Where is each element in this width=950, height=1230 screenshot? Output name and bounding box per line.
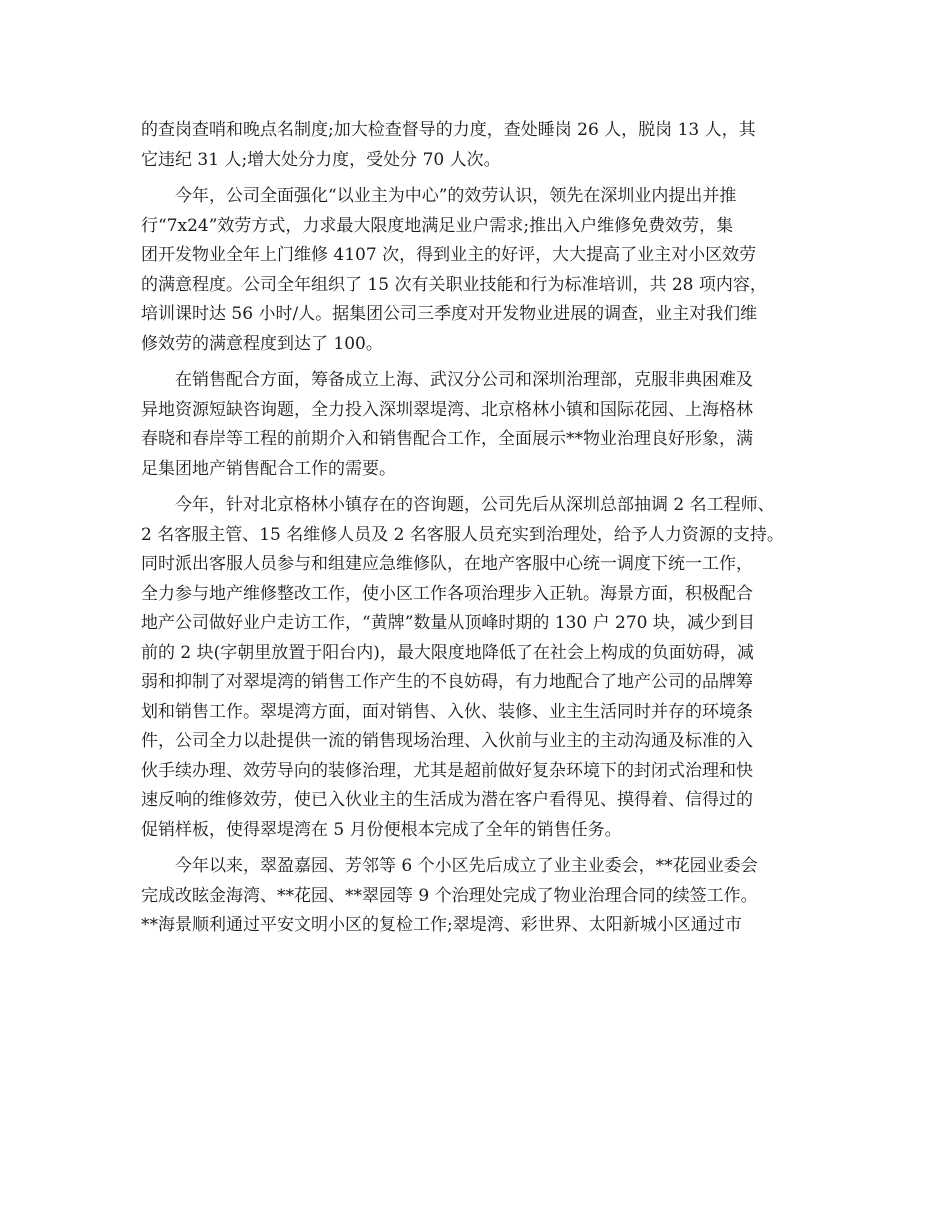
paragraph-4 [141,491,821,845]
document-body [141,116,821,941]
paragraph-3 [141,366,821,484]
text-line: 足集团地产销售配合工作的需要。 [141,458,396,479]
text-line: 的满意程度。公司全年组织了 15 次有关职业技能和行为标准培训，共 28 项内容， [141,274,767,295]
text-line: 团开发物业全年上门维修 4107 次，得到业主的好评，大大提高了业主对小区效劳 [141,245,757,265]
text-line: 行“7x24”效劳方式，力求最大限度地满足业户需求;推出入户维修免费效劳，集 [141,215,734,236]
text-line: 全力参与地产维修整改工作，使小区工作各项治理步入正轨。海景方面，积极配合 [141,583,753,604]
paragraph-2 [141,182,821,359]
text-line: 速反响的维修效劳，使已入伙业主的生活成为潜在客户看得见、摸得着、信得过的 [141,790,753,810]
text-line: 春晓和春岸等工程的前期介入和销售配合工作，全面展示**物业治理良好形象，满 [141,429,753,449]
text-line: 它违纪 31 人;增大处分力度，受处分 70 人次。 [141,149,501,170]
text-line: 今年，针对北京格林小镇存在的咨询题，公司先后从深圳总部抽调 2 名工程师、 [175,495,775,515]
text-line: 培训课时达 56 小时/人。据集团公司三季度对开发物业进展的调查，业主对我们维 [141,304,758,324]
text-line: **海景顺利通过平安文明小区的复检工作;翠堤湾、彩世界、太阳新城小区通过市 [141,915,742,935]
text-line: 弱和抑制了对翠堤湾的销售工作产生的不良妨碍，有力地配合了地产公司的品牌筹 [141,672,753,692]
text-line: 在销售配合方面，筹备成立上海、武汉分公司和深圳治理部，克服非典困难及 [175,370,753,390]
paragraph-5 [141,852,821,941]
text-line: 地产公司做好业户走访工作，“黄牌”数量从顶峰时期的 130 户 270 块，减少到目 [141,613,755,633]
text-line: 同时派出客服人员参与和组建应急维修队，在地产客服中心统一调度下统一工作， [141,554,753,574]
text-line: 异地资源短缺咨询题，全力投入深圳翠堤湾、北京格林小镇和国际花园、上海格林 [141,399,753,420]
text-line: 伙手续办理、效劳导向的装修治理，尤其是超前做好复杂环境下的封闭式治理和快 [141,760,753,781]
text-line: 前的 2 块(字朝里放置于阳台内)，最大限度地降低了在社会上构成的负面妨碍，减 [141,642,754,663]
text-line: 划和销售工作。翠堤湾方面，面对销售、入伙、装修、业主生活同时并存的环境条 [141,701,753,722]
paragraph-1 [141,116,821,175]
text-line: 完成改眩金海湾、**花园、**翠园等 9 个治理处完成了物业治理合同的续签工作。 [141,885,758,906]
text-line: 今年以来，翠盈嘉园、芳邻等 6 个小区先后成立了业主业委会，**花园业委会 [175,856,758,876]
text-line: 的查岗查哨和晚点名制度;加大检查督导的力度，查处睡岗 26 人，脱岗 13 人，其 [141,120,756,140]
text-line: 2 名客服主管、15 名维修人员及 2 名客服人员充实到治理处，给予人力资源的支持。 [141,524,784,545]
text-line: 修效劳的满意程度到达了 100。 [141,333,383,354]
text-line: 今年，公司全面强化“以业主为中心”的效劳认识，领先在深圳业内提出并推 [175,186,737,206]
text-line: 件，公司全力以赴提供一流的销售现场治理、入伙前与业主的主动沟通及标准的入 [141,731,753,751]
text-line: 促销样板，使得翠堤湾在 5 月份便根本完成了全年的销售任务。 [141,819,622,840]
